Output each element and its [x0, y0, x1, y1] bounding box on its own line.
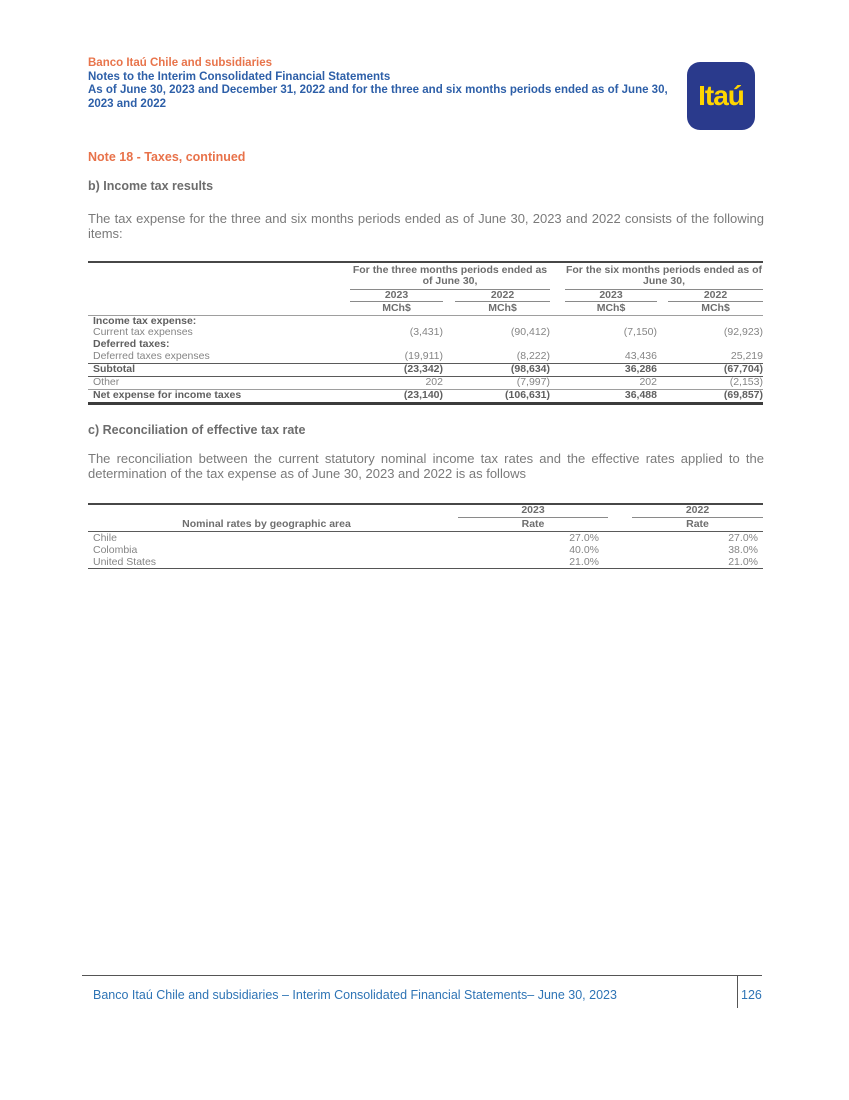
table-bottom-border: [88, 568, 763, 569]
cell-value: (69,857): [723, 388, 763, 401]
year-header: 2022: [668, 289, 763, 303]
cell-value: (106,631): [505, 388, 550, 401]
table-subheader-row: [88, 518, 763, 531]
row-label: Other: [93, 376, 120, 389]
table-year-header-row: [88, 290, 763, 303]
section-c-paragraph: The reconciliation between the current statutory nominal income tax rates and the effective rates applied to the determination of the tax expense as of June 30, 2023 and 2022 is as follows: [88, 451, 764, 481]
table-row: [88, 544, 763, 556]
section-b-paragraph: The tax expense for the three and six months periods ended as of June 30, 2023 and 2022 consists of the following items:: [88, 211, 764, 241]
row-label: Deferred taxes expenses: [93, 350, 210, 363]
cell-value: 202: [425, 376, 443, 389]
cell-value: (19,911): [404, 350, 443, 363]
page-header: [88, 57, 682, 111]
cell-value: (90,412): [510, 326, 550, 339]
unit-header: MCh$: [382, 302, 411, 315]
row-label: Net expense for income taxes: [93, 388, 242, 401]
header-title-line: Notes to the Interim Consolidated Financial Statements: [88, 70, 391, 83]
table-row-total: [88, 390, 763, 402]
row-label: Income tax expense:: [93, 314, 197, 327]
table-row: [88, 327, 763, 339]
table-group-header-row: [88, 263, 763, 290]
cell-value: (3,431): [409, 326, 443, 339]
table-unit-row: [88, 302, 763, 315]
table-row: [88, 532, 763, 544]
label-column-header: Nominal rates by geographic area: [182, 518, 351, 530]
cell-value: (23,140): [403, 388, 443, 401]
year-header: 2022: [632, 504, 763, 518]
cell-value: (7,997): [516, 376, 550, 389]
rate-header: Rate: [686, 518, 709, 530]
footer-page-number: 126: [741, 988, 762, 1002]
footer-text: Banco Itaú Chile and subsidiaries – Interim Consolidated Financial Statements– June 30, 2023: [93, 988, 617, 1002]
table-row: [88, 351, 763, 363]
table-row: [88, 377, 763, 389]
cell-value: 202: [639, 376, 657, 389]
cell-value: (67,704): [723, 363, 763, 376]
year-header: 2023: [458, 504, 608, 518]
rate-header: Rate: [521, 518, 545, 530]
table-bottom-border: [88, 402, 763, 405]
year-header: 2022: [455, 289, 550, 303]
cell-value: 36,286: [624, 363, 657, 376]
header-period-line: As of June 30, 2023 and December 31, 2022 and for the three and six months periods ended as of June 30, 2023 and 2022: [88, 84, 668, 110]
cell-value: 27.0%: [728, 532, 758, 544]
cell-value: (7,150): [623, 326, 657, 339]
cell-value: (98,634): [510, 363, 550, 376]
itau-logo: [687, 62, 755, 130]
table-row: [88, 556, 763, 568]
itau-logo-text: Itaú: [698, 80, 744, 111]
note-heading: Note 18 - Taxes, continued: [88, 150, 246, 164]
section-c-heading: c) Reconciliation of effective tax rate: [88, 423, 306, 437]
table-row-subtotal: [88, 364, 763, 376]
cell-value: 36,488: [624, 388, 657, 401]
cell-value: 21.0%: [569, 556, 599, 568]
row-label: Chile: [93, 532, 117, 544]
row-label: Current tax expenses: [93, 326, 193, 339]
cell-value: (8,222): [516, 350, 550, 363]
cell-value: (92,923): [723, 326, 763, 339]
row-label: United States: [93, 556, 157, 568]
cell-value: 27.0%: [569, 532, 599, 544]
row-label: Colombia: [93, 544, 138, 556]
table-year-header-row: [88, 505, 763, 518]
unit-header: MCh$: [701, 302, 730, 315]
header-company-line: Banco Itaú Chile and subsidiaries: [88, 57, 273, 69]
footer-page-number-divider: [737, 975, 738, 1008]
cell-value: 38.0%: [728, 544, 758, 556]
cell-value: 21.0%: [728, 556, 758, 568]
row-label: Deferred taxes:: [93, 338, 170, 351]
group-header-six-months: For the six months periods ended as of June 30,: [565, 263, 763, 290]
footer-divider: [82, 975, 762, 976]
nominal-rates-table: [88, 503, 763, 569]
cell-value: (23,342): [403, 363, 443, 376]
section-b-heading: b) Income tax results: [88, 179, 214, 193]
year-header: 2023: [350, 289, 443, 303]
cell-value: 43,436: [624, 350, 657, 363]
cell-value: (2,153): [729, 376, 763, 389]
cell-value: 25,219: [730, 350, 763, 363]
income-tax-table: [88, 261, 763, 405]
row-label: Subtotal: [93, 363, 135, 376]
unit-header: MCh$: [596, 302, 626, 315]
unit-header: MCh$: [488, 302, 517, 315]
cell-value: 40.0%: [569, 544, 599, 556]
year-header: 2023: [565, 289, 657, 303]
group-header-three-months: For the three months periods ended as of June 30,: [350, 263, 550, 290]
